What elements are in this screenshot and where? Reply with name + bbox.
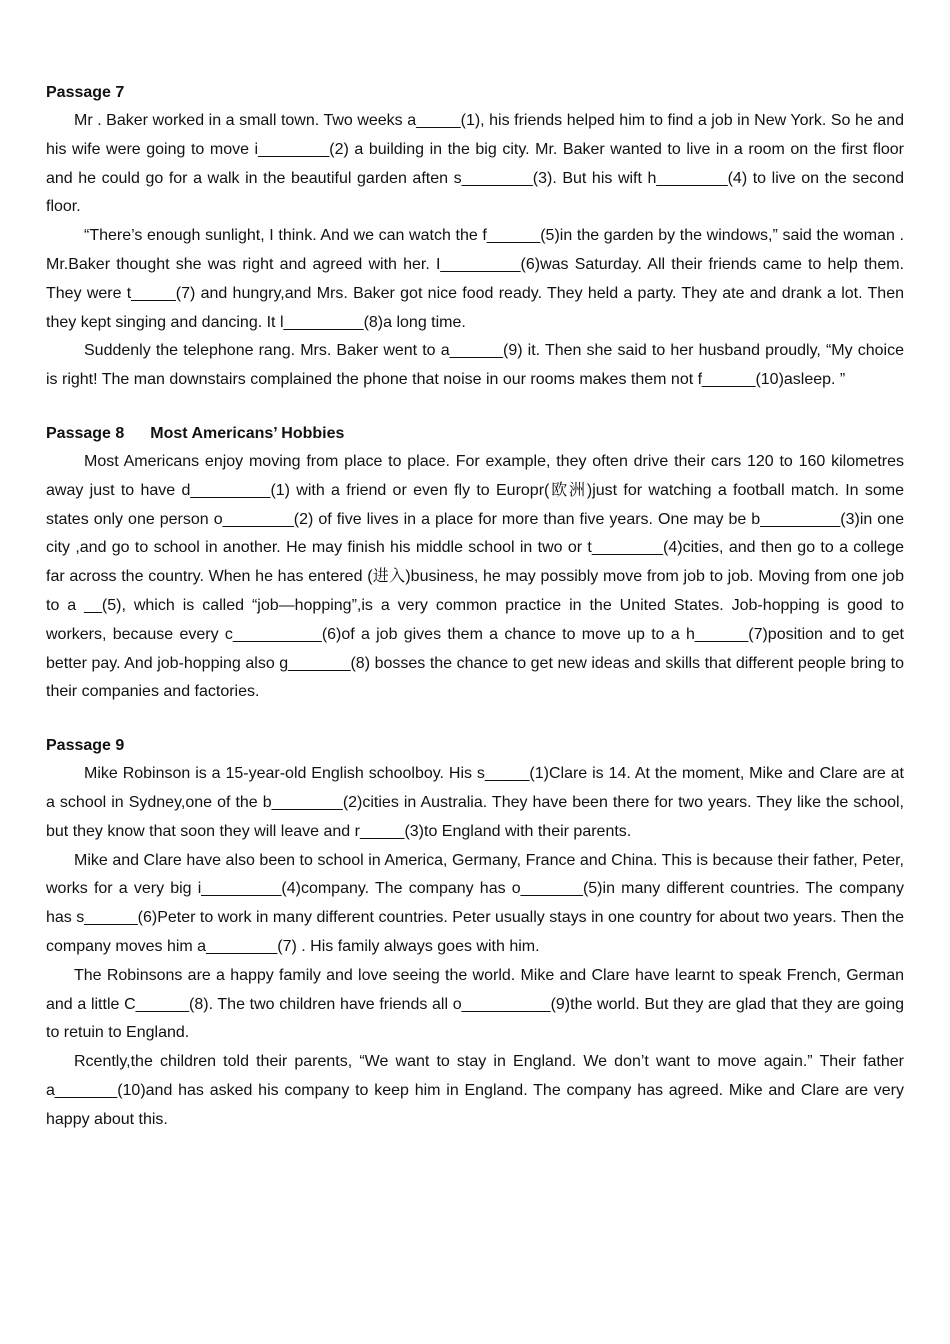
passage-8 bbox=[46, 419, 904, 707]
passage-title: Passage 7 bbox=[46, 84, 125, 101]
passage-paragraph: Rcently,the children told their parents, “We want to stay in England. We don’t want to move again.” Their father a_______(10)and has asked his company to keep him in England. The company has agreed. Mike and Clare are very happy about this. bbox=[46, 1053, 904, 1128]
passage-paragraph: “There’s enough sunlight, I think. And we can watch the f______(5)in the garden by the windows,” said the woman . Mr.Baker thought she was right and agreed with her. I_________(6)was Saturday. All their friends came to help them. They were t_____(7) and hungry,and Mrs. Baker got nice food ready. They held a party. They ate and drank a lot. Then they kept singing and dancing. It l_________(8)a long time. bbox=[46, 227, 904, 331]
passage-heading bbox=[46, 419, 904, 448]
passage-paragraph: The Robinsons are a happy family and love seeing the world. Mike and Clare have learnt to speak French, German and a little C______(8). The two children have friends all o__________(9)the world. But they are glad that they are going to retuin to England. bbox=[46, 966, 904, 1042]
passage-title: Passage 8 bbox=[46, 424, 125, 442]
passage-heading bbox=[46, 731, 904, 760]
passage-paragraph: Suddenly the telephone rang. Mrs. Baker went to a______(9) it. Then she said to her husband proudly, “My choice is right! The man downstairs complained the phone that noise in our rooms makes them not f______(10)asleep. ” bbox=[46, 342, 904, 389]
passage-paragraph: Mike Robinson is a 15-year-old English schoolboy. His s_____(1)Clare is 14. At the moment, Mike and Clare are at a school in Sydney,one of the b________(2)cities in Australia. They have been there for two years. They like the school, but they know that soon they will leave and r_____(3)to England with their parents. bbox=[46, 765, 904, 840]
passage-7 bbox=[46, 78, 904, 395]
passage-title: Passage 9 bbox=[46, 737, 125, 755]
passage-paragraph: Most Americans enjoy moving from place to place. For example, they often drive their cars 120 to 160 kilometres away just to have d_________(1) with a friend or even fly to Europr(欧洲)just for watching a football match. In some states only one person o________(2) of five lives in a place for more than five years. One may be b_________(3)in one city ,and go to school in another. He may finish his middle school in two or t________(4)cities, and then go to a college far across the country. When he has entered (进入)business, he may possibly move from job to job. Moving from one job to a __(5), which is called “job—hopping”,is a very common practice in the United States. Job-hopping is good to workers, because every c__________(6)of a job gives them a chance to move up to a h______(7)position and to get better pay. And job-hopping also g_______(8) bosses the chance to get new ideas and skills that different people bring to their companies and factories. bbox=[46, 452, 904, 701]
passage-paragraph: Mr . Baker worked in a small town. Two weeks a_____(1), his friends helped him to find a job in New York. So he and his wife were going to move i________(2) a building in the big city. Mr. Baker wanted to live in a room on the first floor and he could go for a walk in the beautiful garden aften s________(3). But his wift h________(4) to live on the second floor. bbox=[46, 112, 904, 216]
passage-paragraph: Mike and Clare have also been to school in America, Germany, France and China. This is because their father, Peter, works for a very big i_________(4)company. The company has o_______(5)in many different countries. The company has s______(6)Peter to work in many different countries. Peter usually stays in one country for about two years. Then the company moves him a________(7) . His family always goes with him. bbox=[46, 851, 904, 955]
passage-heading bbox=[46, 78, 904, 107]
document-page bbox=[46, 78, 904, 1135]
passage-9 bbox=[46, 731, 904, 1134]
passage-subtitle: Most Americans’ Hobbies bbox=[150, 424, 345, 442]
